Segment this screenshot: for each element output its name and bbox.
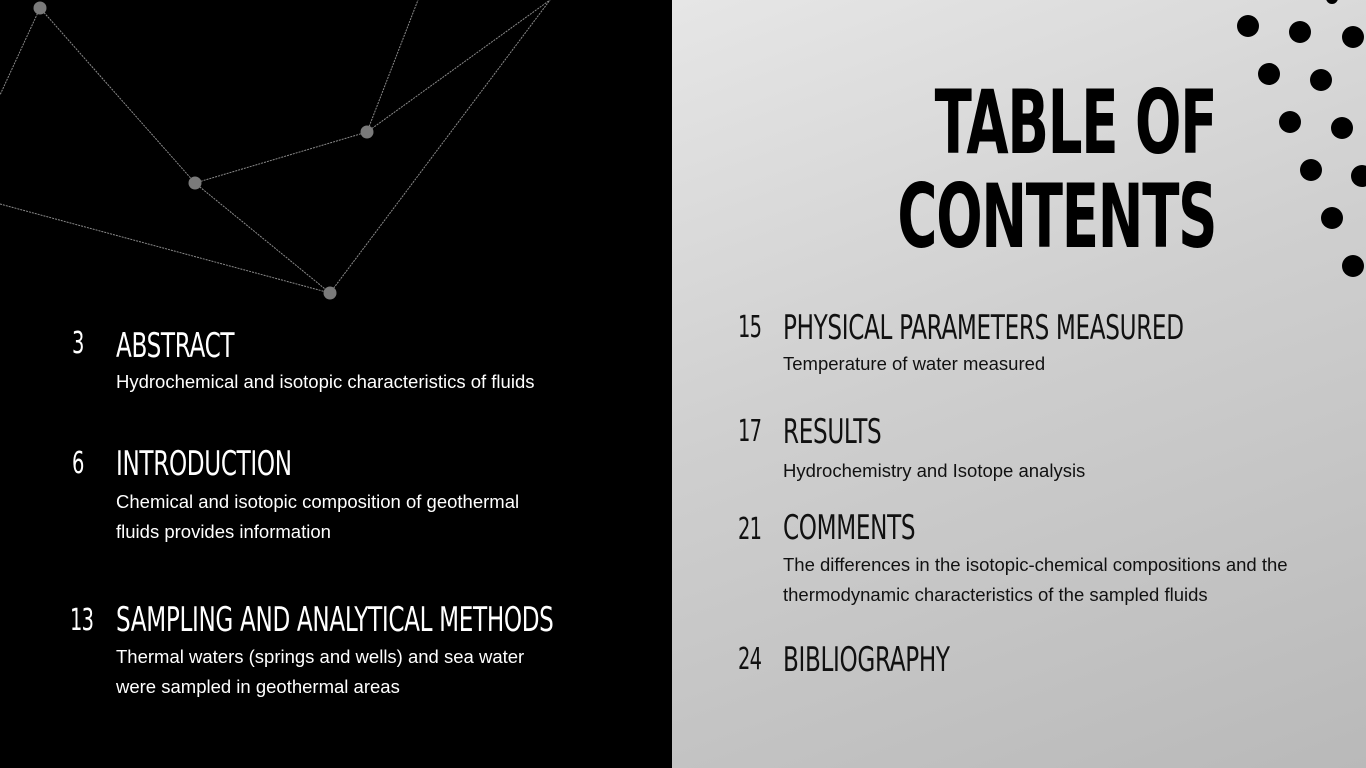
entry-heading: INTRODUCTION bbox=[116, 444, 292, 484]
entry-description: Hydrochemistry and Isotope analysis bbox=[783, 460, 1086, 481]
entry-heading: RESULTS bbox=[783, 412, 882, 452]
entry-page-number: 15 bbox=[738, 310, 762, 345]
network-line bbox=[367, 0, 550, 132]
dot bbox=[1326, 0, 1338, 4]
dot bbox=[1300, 159, 1322, 181]
entry-page-number: 6 bbox=[72, 446, 84, 481]
page-title bbox=[897, 71, 1216, 268]
dot bbox=[1289, 21, 1311, 43]
toc-entry-comments[interactable] bbox=[672, 508, 1366, 618]
dot bbox=[1331, 117, 1353, 139]
entry-description: The differences in the isotopic-chemical compositions and the thermodynamic characteristics of the sampled fluids bbox=[783, 554, 1288, 605]
dot bbox=[1321, 207, 1343, 229]
entry-page-number: 13 bbox=[70, 603, 94, 638]
network-line bbox=[330, 0, 550, 293]
network-node bbox=[361, 126, 374, 139]
entry-heading: BIBLIOGRAPHY bbox=[783, 640, 950, 680]
network-line bbox=[0, 8, 40, 95]
network-graphic bbox=[0, 0, 672, 320]
toc-entry-introduction[interactable] bbox=[0, 444, 672, 554]
dot bbox=[1279, 111, 1301, 133]
entry-page-number: 17 bbox=[738, 414, 762, 449]
toc-entry-abstract[interactable] bbox=[0, 326, 672, 406]
dot bbox=[1342, 255, 1364, 277]
entry-description: Hydrochemical and isotopic characteristics of fluids bbox=[116, 371, 535, 392]
entry-description: Chemical and isotopic composition of geothermal fluids provides information bbox=[116, 491, 520, 542]
entry-heading: SAMPLING AND ANALYTICAL METHODS bbox=[116, 600, 554, 640]
dot bbox=[1310, 69, 1332, 91]
dot bbox=[1342, 26, 1364, 48]
page-title-line-2: CONTENTS bbox=[897, 165, 1216, 268]
dot bbox=[1351, 165, 1366, 187]
network-node bbox=[34, 2, 47, 15]
page-title-line-1: TABLE OF bbox=[934, 71, 1216, 174]
entry-page-number: 24 bbox=[738, 642, 762, 677]
network-node bbox=[189, 177, 202, 190]
left-panel bbox=[0, 0, 672, 768]
toc-entry-results[interactable] bbox=[672, 412, 1366, 492]
network-line bbox=[195, 183, 330, 293]
toc-entry-bibliography[interactable] bbox=[672, 640, 1366, 690]
toc-entry-physical-parameters[interactable] bbox=[672, 308, 1366, 388]
dot bbox=[1258, 63, 1280, 85]
entry-heading: COMMENTS bbox=[783, 508, 916, 548]
network-node bbox=[324, 287, 337, 300]
entry-description: Temperature of water measured bbox=[783, 353, 1046, 374]
entry-page-number: 21 bbox=[738, 512, 762, 547]
right-panel bbox=[672, 0, 1366, 768]
network-line bbox=[0, 204, 330, 293]
entry-heading: ABSTRACT bbox=[116, 326, 235, 366]
toc-entry-sampling[interactable] bbox=[0, 600, 672, 710]
dot bbox=[1237, 15, 1259, 37]
entry-heading: PHYSICAL PARAMETERS MEASURED bbox=[783, 308, 1184, 348]
network-line bbox=[195, 132, 367, 183]
network-line bbox=[367, 0, 418, 132]
network-line bbox=[40, 8, 195, 183]
entry-page-number: 3 bbox=[72, 326, 84, 361]
entry-description: Thermal waters (springs and wells) and sea water were sampled in geothermal areas bbox=[116, 646, 525, 697]
